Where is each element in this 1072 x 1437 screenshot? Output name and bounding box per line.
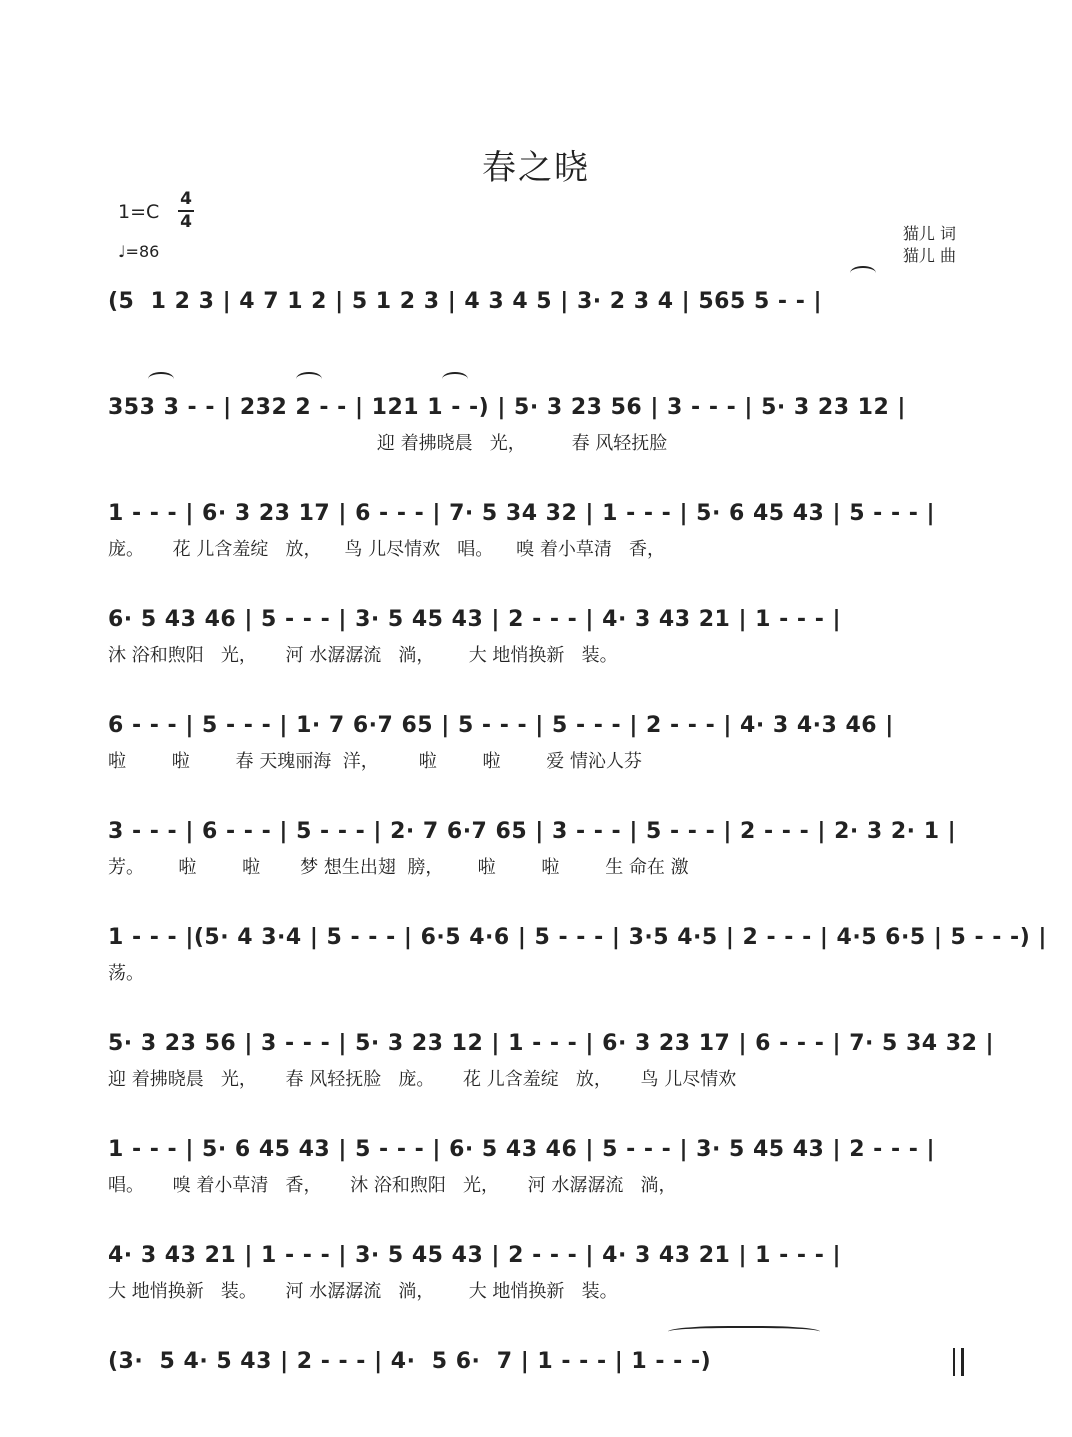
tie-mark	[442, 372, 468, 386]
lyrics-line: 沐 浴和煦阳 光， 河 水潺潺流 淌， 大 地悄换新 装。	[108, 645, 618, 666]
notation-line: 4· 3 43 21 | 1 - - - | 3· 5 45 43 | 2 - - - | 4· 3 43 21 | 1 - - - |	[108, 1243, 842, 1268]
notation-line: 1 - - - | 5· 6 45 43 | 5 - - - | 6· 5 43 46 | 5 - - - | 3· 5 45 43 | 2 - - - |	[108, 1137, 936, 1162]
lyrics-line: 迎 着拂晓晨 光， 春 风轻抚脸 庞。 花 儿含羞绽 放， 鸟 儿尽情欢	[108, 1069, 737, 1090]
tie-mark	[296, 372, 322, 386]
notation-line: 3 - - - | 6 - - - | 5 - - - | 2· 7 6·7 65 | 3 - - - | 5 - - - | 2 - - - | 2· 3 2· 1 |	[108, 819, 957, 844]
notation-line: 5· 3 23 56 | 3 - - - | 5· 3 23 12 | 1 - - - | 6· 3 23 17 | 6 - - - | 7· 5 34 32 |	[108, 1031, 995, 1056]
final-barline	[953, 1348, 964, 1376]
lyricist-credit: 猫儿 词	[902, 224, 956, 243]
notation-line: 1 - - - |(5· 4 3·4 | 5 - - - | 6·5 4·6 | 5 - - - | 3·5 4·5 | 2 - - - | 4·5 6·5 | 5 - - -) |	[108, 925, 1047, 950]
notation-line: (5 1 2 3 | 4 7 1 2 | 5 1 2 3 | 4 3 4 5 | 3· 2 3 4 | 565 5 - - |	[108, 289, 823, 314]
lyrics-line: 庞。 花 儿含羞绽 放， 鸟 儿尽情欢 唱。 嗅 着小草清 香，	[108, 539, 666, 560]
composer-credit: 猫儿 曲	[902, 246, 956, 265]
lyrics-line: 迎 着拂晓晨 光， 春 风轻抚脸	[108, 433, 668, 454]
song-title: 春之晓	[482, 148, 590, 188]
notation-line: 353 3 - - | 232 2 - - | 121 1 - -) | 5· 3 23 56 | 3 - - - | 5· 3 23 12 |	[108, 395, 906, 420]
key-signature: 1=C	[118, 201, 160, 223]
lyrics-line: 大 地悄换新 装。 河 水潺潺流 淌， 大 地悄换新 装。	[108, 1281, 618, 1302]
lyrics-line: 唱。 嗅 着小草清 香， 沐 浴和煦阳 光， 河 水潺潺流 淌，	[108, 1175, 677, 1196]
tie-mark	[148, 372, 174, 386]
notation-line: 6 - - - | 5 - - - | 1· 7 6·7 65 | 5 - - - | 5 - - - | 2 - - - | 4· 3 4·3 46 |	[108, 713, 894, 738]
tie-mark	[668, 1326, 820, 1340]
time-signature-bottom: 4	[180, 212, 192, 232]
credits	[903, 223, 956, 267]
notation-line: 1 - - - | 6· 3 23 17 | 6 - - - | 7· 5 34 32 | 1 - - - | 5· 6 45 43 | 5 - - - |	[108, 501, 936, 526]
lyrics-line: 荡。	[108, 963, 144, 984]
notation-line: (3· 5 4· 5 43 | 2 - - - | 4· 5 6· 7 | 1 - - - | 1 - - -)	[108, 1349, 712, 1374]
lyrics-line: 啦 啦 春 天瑰丽海 洋， 啦 啦 爱 情沁人芬	[108, 751, 643, 772]
tempo-marking: ♩=86	[118, 242, 160, 261]
time-signature	[178, 190, 194, 232]
time-signature-top: 4	[180, 189, 192, 209]
lyrics-line: 芳。 啦 啦 梦 想生出翅 膀， 啦 啦 生 命在 激	[108, 857, 689, 878]
notation-line: 6· 5 43 46 | 5 - - - | 3· 5 45 43 | 2 - - - | 4· 3 43 21 | 1 - - - |	[108, 607, 842, 632]
tie-mark	[850, 266, 876, 280]
